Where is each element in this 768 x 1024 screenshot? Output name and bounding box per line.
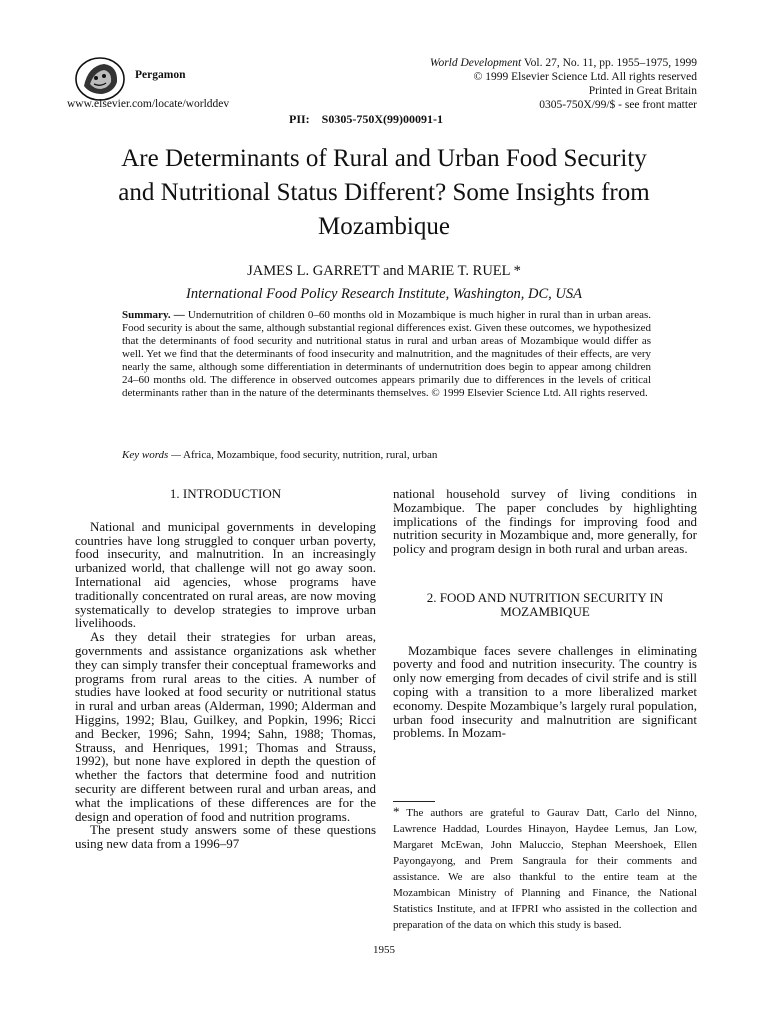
keywords [122, 449, 651, 461]
copyright-line: © 1999 Elsevier Science Ltd. All rights reserved [473, 71, 697, 83]
authors: JAMES L. GARRETT and MARIE T. RUEL * [247, 263, 521, 279]
right-column [393, 487, 697, 740]
keywords-text: Africa, Mozambique, food security, nutrition, rural, urban [180, 449, 438, 461]
section2-heading-line-1: 2. FOOD AND NUTRITION SECURITY IN [426, 589, 664, 605]
section-heading-food-security [393, 591, 697, 619]
pii-identifier: PII: S0305-750X(99)00091-1 [289, 112, 443, 126]
title-line-3: Mozambique [318, 213, 450, 240]
journal-issue: Vol. 27, No. 11, pp. 1955–1975, 1999 [521, 57, 697, 69]
page-number: 1955 [373, 944, 395, 956]
left-column [75, 487, 376, 851]
issn-line: 0305-750X/99/$ - see front matter [539, 99, 697, 111]
section2-paragraph-1: Mozambique faces severe challenges in eliminating poverty and food and nutrition insecurity. The country is only now emerging from decades of civil strife and is still coping with a transition to a more liberalized market economy. Despite Mozambique’s largely rural population, urban food insecurity and malnutrition are significant problems. In Mozam- [393, 642, 697, 741]
intro-paragraph-3: The present study answers some of these questions using new data from a 1996–97 [75, 822, 376, 852]
intro-paragraph-1: National and municipal governments in developing countries have long struggled to conquer urban poverty, food insecurity, and malnutrition. In an increasingly urbanized world, that challenge will not go away soon. International aid agencies, whose programs have traditionally concentrated on rural areas, are now moving systematically to develop strategies to improve urban livelihoods. [75, 518, 376, 631]
footnote-marker: * [393, 804, 400, 819]
section-heading-introduction: 1. INTRODUCTION [169, 486, 282, 501]
abstract [122, 309, 651, 400]
footnote-text: The authors are grateful to Gaurav Datt, Carlo del Ninno, Lawrence Haddad, Lourdes Hinayon, Haydee Lemus, Jan Low, Margaret McEwan, John Maluccio, Stephan Meershoek, Ellen Payongayong, and Prem Sangraula for their comments and assistance. We are also thankful to the entire team at the Mozambican Ministry of Planning and Finance, the National Statistics Institute, and at IFPRI who assisted in the collection and preparation of the data on which this study is based. [393, 807, 698, 931]
journal-url[interactable]: www.elsevier.com/locate/worlddev [67, 98, 230, 110]
section2-heading-line-2: MOZAMBIQUE [500, 603, 590, 619]
author-footnote [393, 804, 697, 933]
affiliation: International Food Policy Research Institute, Washington, DC, USA [185, 286, 583, 302]
publisher-name: Pergamon [135, 69, 186, 81]
summary-text: Undernutrition of children 0–60 months old in Mozambique is much higher in rural than in urban areas. Food security is about the same, although substantial regional differences exist. Given these outcomes, we hypothesized that the determinants of food security and nutritional status in rural and urban areas of Mozambique would differ as well. Yet we find that the determinants of food insecurity and malnutrition, and the magnitudes of their effects, are very nearly the same, although some differentiation in determinants of undernutrition does begin to appear among children 24–60 months old. The difference in observed outcomes appears primarily due to differences in the levels of critical determinants rather than in the nature of the determinants themselves. © 1999 Elsevier Science Ltd. All rights reserved. [122, 309, 651, 399]
summary-label: Summary. — [122, 309, 185, 321]
elsevier-logo [74, 56, 126, 102]
printed-line: Printed in Great Britain [588, 85, 697, 97]
keywords-label: Key words — [122, 449, 181, 461]
intro-paragraph-2: As they detail their strategies for urban areas, governments and assistance organizations ask whether they can simply transfer their conceptual frameworks and programs from rural areas to the cities. A number of studies have looked at food security or nutritional status in rural and urban areas (Alderman, 1990; Alderman and Higgins, 1992; Blau, Guilkey, and Popkin, 1996; Ricci and Becker, 1996; Sahn, 1994; Sahn, 1988; Thomas, Strauss, and Henriques, 1991; Thomas and Strauss, 1992), but none have explored in depth the question of whether the factors that determine food and nutrition security are different between rural and urban areas, and what the implications of these differences are for the design and operation of food and nutrition programs. [75, 629, 376, 824]
journal-name: World Development [429, 57, 522, 69]
title-line-1: Are Determinants of Rural and Urban Food Security [121, 145, 647, 172]
journal-citation [430, 56, 697, 70]
footnote-divider [393, 801, 435, 802]
intro-paragraph-3-continued: national household survey of living conditions in Mozambique. The paper concludes by highlighting implications of the findings for improving food and nutrition security in Mozambique and, more generally, for policy and program design in both rural and urban areas. [393, 486, 697, 557]
article-title [60, 142, 708, 244]
journal-citation-block [430, 56, 697, 112]
title-line-2: and Nutritional Status Different? Some Insights from [118, 179, 650, 206]
